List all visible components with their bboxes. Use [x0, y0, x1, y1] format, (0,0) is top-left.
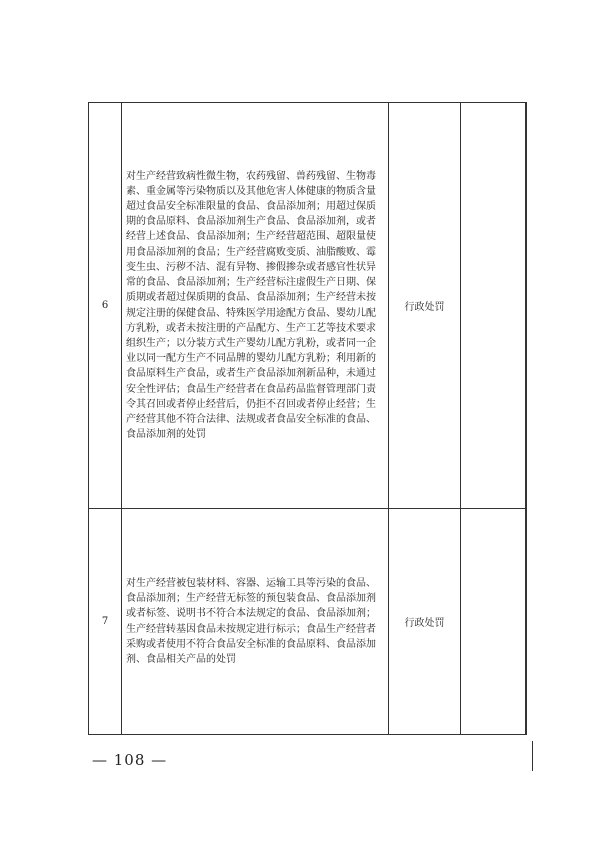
table-row: [89, 103, 527, 509]
penalty-type: 行政处罚: [389, 103, 461, 509]
row-number: 6: [89, 103, 122, 509]
empty-cell: [461, 509, 526, 735]
margin-line: [532, 741, 533, 771]
empty-cell: [526, 509, 527, 735]
page-number: — 108 —: [92, 751, 168, 769]
penalty-description: 对生产经营被包装材料、容器、运输工具等污染的食品、食品添加剂；生产经营无标签的预包装食品、食品添加剂或者标签、说明书不符合本法规定的食品、食品添加剂；生产经营转基因食品未按规定进行标示；食品生产经营者采购或者使用不符合食品安全标准的食品原料、食品添加剂、食品相关产品的处罚: [122, 509, 389, 735]
table-row: [89, 509, 527, 735]
penalty-table: [88, 102, 527, 735]
empty-cell: [526, 103, 527, 509]
penalty-description: 对生产经营致病性微生物，农药残留、兽药残留、生物毒素、重金属等污染物质以及其他危害人体健康的物质含量超过食品安全标准限量的食品、食品添加剂；用超过保质期的食品原料、食品添加剂生产食品、食品添加剂，或者经营上述食品、食品添加剂；生产经营超范围、超限量使用食品添加剂的食品；生产经营腐败变质、油脂酸败、霉变生虫、污秽不洁、混有异物、掺假掺杂或者感官性状异常的食品、食品添加剂；生产经营标注虚假生产日期、保质期或者超过保质期的食品、食品添加剂；生产经营未按规定注册的保健食品、特殊医学用途配方食品、婴幼儿配方乳粉，或者未按注册的产品配方、生产工艺等技术要求组织生产；以分装方式生产婴幼儿配方乳粉，或者同一企业以同一配方生产不同品牌的婴幼儿配方乳粉；利用新的食品原料生产食品，或者生产食品添加剂新品种，未通过安全性评估；食品生产经营者在食品药品监督管理部门责令其召回或者停止经营后，仍拒不召回或者停止经营；生产经营其他不符合法律、法规或者食品安全标准的食品、食品添加剂的处罚: [122, 103, 389, 509]
penalty-type: 行政处罚: [389, 509, 461, 735]
row-number: 7: [89, 509, 122, 735]
empty-cell: [461, 103, 526, 509]
